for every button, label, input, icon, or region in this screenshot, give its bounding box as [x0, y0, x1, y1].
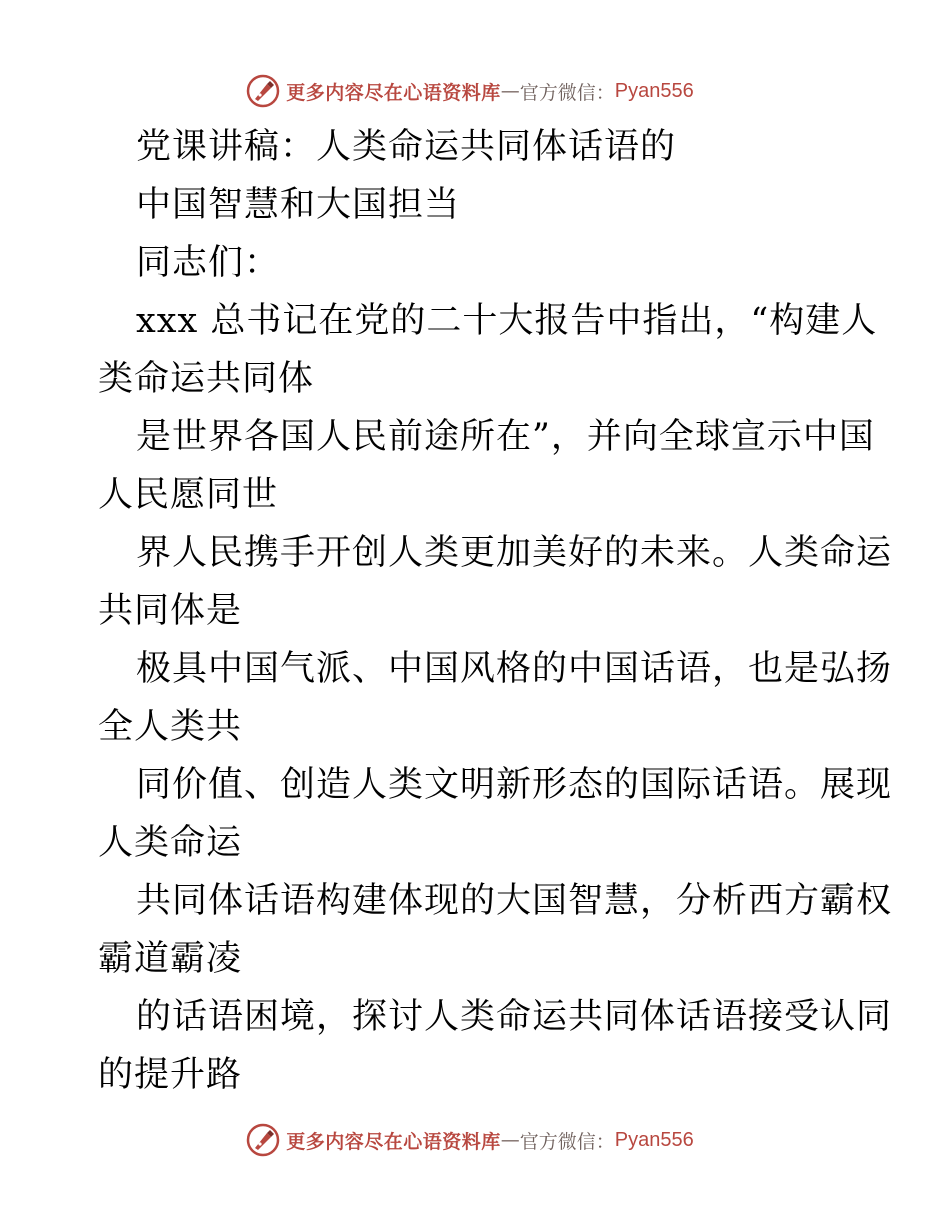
salutation: 同志们：: [136, 243, 281, 283]
document-title-line-2: 中国智慧和大国担当: [136, 185, 461, 225]
banner-site-text: 更多内容尽在心语资料库: [286, 81, 501, 104]
pen-nib-logo-icon: [246, 1123, 280, 1157]
banner-wechat-label: 官方微信：: [519, 1130, 615, 1153]
banner-wechat-label: 官方微信：: [519, 81, 615, 104]
header-banner: [0, 71, 950, 111]
pen-nib-logo-icon: [246, 74, 280, 108]
body-line: 共同体话语构建体现的大国智慧，分析西方霸权: [136, 881, 893, 921]
banner-separator: —: [500, 1129, 520, 1151]
body-paragraph: [98, 292, 893, 1104]
body-line: 人民愿同世: [98, 475, 279, 515]
body-line: 界人民携手开创人类更加美好的未来。人类命运: [136, 533, 893, 573]
document-title-line-1: 党课讲稿：人类命运共同体话语的: [136, 127, 677, 167]
body-line: 霸道霸凌: [98, 939, 243, 979]
body-line: 极具中国气派、中国风格的中国话语，也是弘扬: [136, 649, 893, 689]
banner-site-text: 更多内容尽在心语资料库: [286, 1130, 501, 1153]
body-line: 是世界各国人民前途所在”，并向全球宣示中国: [136, 417, 875, 457]
banner-wechat-id: Pyan556: [614, 79, 694, 102]
body-line: xxx 总书记在党的二十大报告中指出，“构建人: [136, 301, 878, 341]
body-line: 同价值、创造人类文明新形态的国际话语。展现: [136, 765, 893, 805]
body-line: 的提升路: [98, 1055, 243, 1095]
body-line: 共同体是: [98, 591, 243, 631]
banner-wechat-id: Pyan556: [614, 1128, 694, 1151]
document-body: [98, 118, 893, 1104]
body-line: 全人类共: [98, 707, 243, 747]
body-line: 人类命运: [98, 823, 243, 863]
body-line: 的话语困境，探讨人类命运共同体话语接受认同: [136, 997, 893, 1037]
body-line: 类命运共同体: [98, 359, 315, 399]
footer-banner: [0, 1120, 950, 1160]
banner-separator: —: [500, 80, 520, 102]
